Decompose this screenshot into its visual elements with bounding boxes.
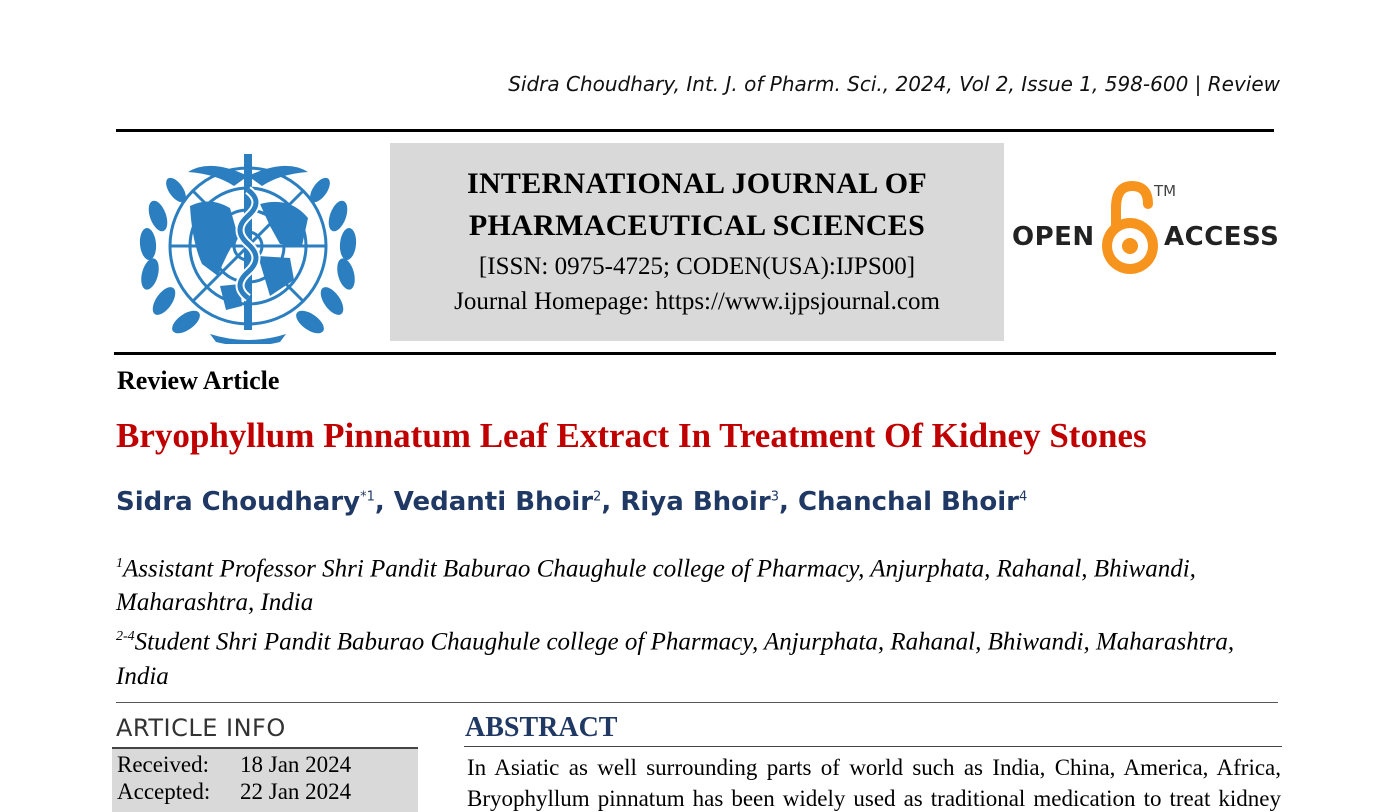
accepted-row [117, 779, 351, 805]
abstract-text: In Asiatic as well surrounding parts of world such as India, China, America, Africa, Bryophyllum pinnatum has been widely used as traditional medication to treat kidney [467, 755, 1281, 811]
open-access-right-text: ACCESS [1164, 222, 1280, 252]
journal-issn: [ISSN: 0975-4725; CODEN(USA):IJPS00] [478, 253, 916, 280]
article-info-heading: ARTICLE INFO [116, 714, 286, 742]
running-header: Sidra Choudhary, Int. J. of Pharm. Sci., 2024, Vol 2, Issue 1, 598-600 | Review [508, 72, 1280, 96]
affiliation-item [116, 547, 1286, 620]
received-value: 18 Jan 2024 [240, 752, 352, 777]
author-mark: 2 [593, 489, 602, 505]
received-row [117, 752, 351, 778]
journal-banner [390, 143, 1004, 341]
trademark-mark: TM [1154, 182, 1177, 200]
affiliation-mark: 2-4 [116, 629, 135, 645]
author-mark: 3 [770, 489, 780, 505]
journal-name-line1: INTERNATIONAL JOURNAL OF [466, 167, 928, 200]
author-name: Vedanti Bhoir [393, 487, 594, 517]
article-title: Bryophyllum Pinnatum Leaf Extract In Treatment Of Kidney Stones [116, 416, 1147, 455]
open-access-left-text: OPEN [1012, 222, 1095, 252]
journal-homepage: Journal Homepage: https://www.ijpsjournal.com [454, 288, 940, 315]
author-mark: *1 [360, 489, 375, 505]
author-name: Sidra Choudhary [116, 487, 361, 517]
who-emblem-icon [130, 146, 366, 344]
author-list [116, 487, 1027, 517]
header-rule [116, 129, 1274, 132]
journal-name-line2: PHARMACEUTICAL SCIENCES [468, 209, 926, 242]
author-separator: , [779, 487, 798, 517]
affiliations [116, 547, 1286, 694]
received-label: Received: [117, 752, 209, 777]
affiliation-mark: 1 [116, 556, 123, 571]
affiliation-text: Student Shri Pandit Baburao Chaughule college of Pharmacy, Anjurphata, Rahanal, Bhiwandi, Maharashtra, India [116, 628, 1235, 690]
author-mark: 4 [1018, 489, 1028, 505]
open-access-logo [1008, 178, 1280, 280]
accepted-value: 22 Jan 2024 [240, 779, 352, 804]
abstract-heading: ABSTRACT [465, 712, 618, 743]
article-type: Review Article [117, 366, 280, 395]
author-name: Riya Bhoir [620, 487, 771, 517]
affiliation-text: Assistant Professor Shri Pandit Baburao Chaughule college of Pharmacy, Anjurphata, Rahanal, Bhiwandi, Maharashtra, India [116, 555, 1196, 617]
author-separator: , [601, 487, 621, 517]
author-separator: , [374, 487, 394, 517]
banner-rule [114, 352, 1276, 355]
accepted-label: Accepted: [117, 779, 211, 804]
section-rule [116, 702, 1278, 703]
abstract-rule [464, 746, 1282, 747]
author-name: Chanchal Bhoir [797, 487, 1019, 517]
affiliation-item [116, 620, 1286, 693]
